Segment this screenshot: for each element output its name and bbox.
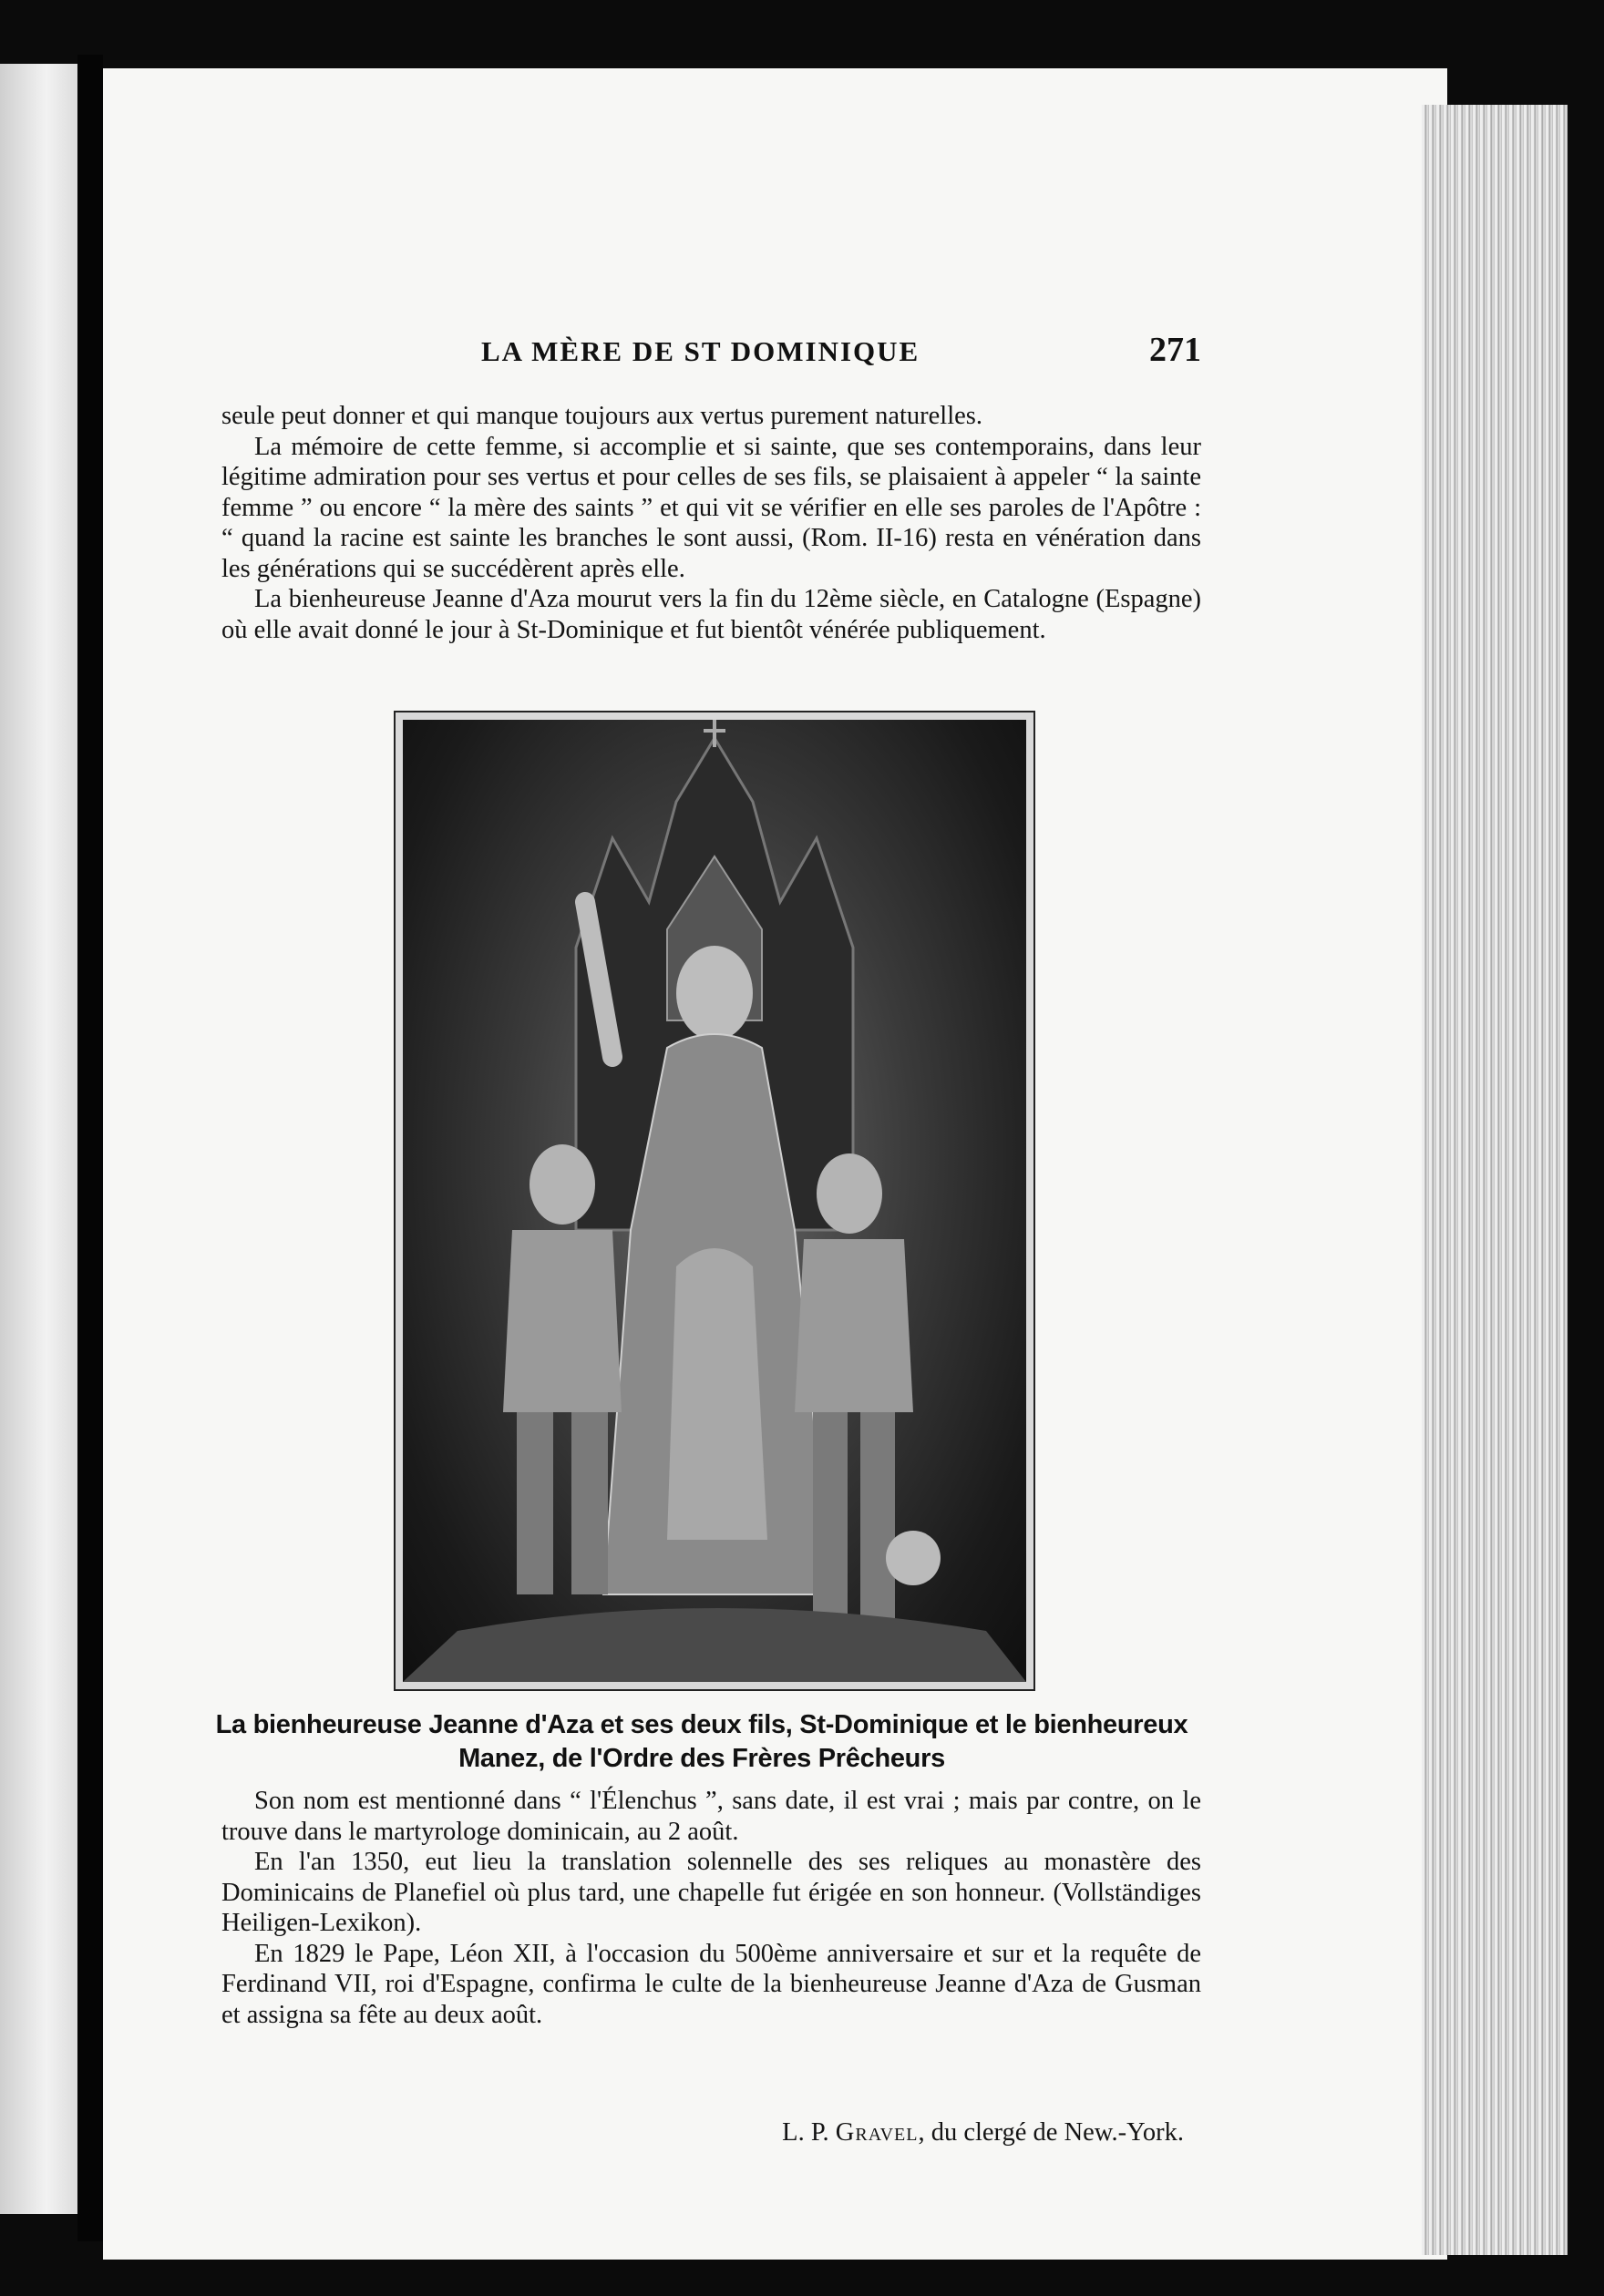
page-number: 271 — [1149, 331, 1201, 369]
page-edges — [1422, 105, 1568, 2255]
paragraph: En 1829 le Pape, Léon XII, à l'occasion du 500ème anniversaire et sur et la requête de Ferdinand VII, roi d'Espagne, confirma le culte de la bienheureuse Jeanne d'Aza de Gusman et assigna sa fête au deux août. — [221, 1939, 1201, 2029]
running-title: LA MÈRE DE ST DOMINIQUE — [481, 335, 920, 367]
statue-photograph — [394, 711, 1035, 1691]
body-text-bottom — [221, 1786, 1201, 2030]
paragraph: En l'an 1350, eut lieu la translation solennelle des ses reliques au monastère des Dominicains de Planefiel où plus tard, une chapelle fut érigée en son honneur. (Vollständiges Heiligen-Lexikon). — [221, 1848, 1201, 1937]
paragraph: Son nom est mentionné dans “ l'Élenchus ”, sans date, il est vrai ; mais par contre, on le trouve dans le martyrologe dominicain, au 2 août. — [221, 1787, 1201, 1846]
running-head — [481, 331, 1201, 381]
paragraph: seule peut donner et qui manque toujours aux vertus purement naturelles. — [221, 402, 982, 430]
paragraph: La mémoire de cette femme, si accomplie et si sainte, que ses contemporains, dans leur légitime admiration pour ses vertus et pour celles de ses fils, se plaisaient à appeler “ la sainte femme ” ou encore “ la mère des saints ” et qui vit se vérifier en elle ses paroles de l'Apôtre : “ quand la racine est sainte les branches le sont aussi, (Rom. II-16) resta en vénération dans les générations qui se succédèrent après elle. — [221, 432, 1201, 583]
figure-caption: La bienheureuse Jeanne d'Aza et ses deux fils, St-Dominique et le bienheureux Manez, de l'Ordre des Frères Prêcheurs — [215, 1710, 1188, 1773]
statue-illustration — [403, 720, 1026, 1682]
body-text-top — [221, 401, 1201, 645]
author-signature — [455, 2118, 1184, 2147]
author-initials: L. P. — [782, 2118, 829, 2147]
author-affiliation: , du clergé de New.-York. — [918, 2118, 1184, 2147]
author-name: Gravel — [835, 2118, 919, 2147]
left-page-edge — [0, 64, 77, 2214]
paragraph: La bienheureuse Jeanne d'Aza mourut vers la fin du 12ème siècle, en Catalogne (Espagne) où elle avait donné le jour à St-Dominique et fut bientôt vénérée publiquement. — [221, 585, 1201, 644]
edge-shadow — [1568, 105, 1604, 2255]
book-gutter — [77, 55, 103, 2241]
